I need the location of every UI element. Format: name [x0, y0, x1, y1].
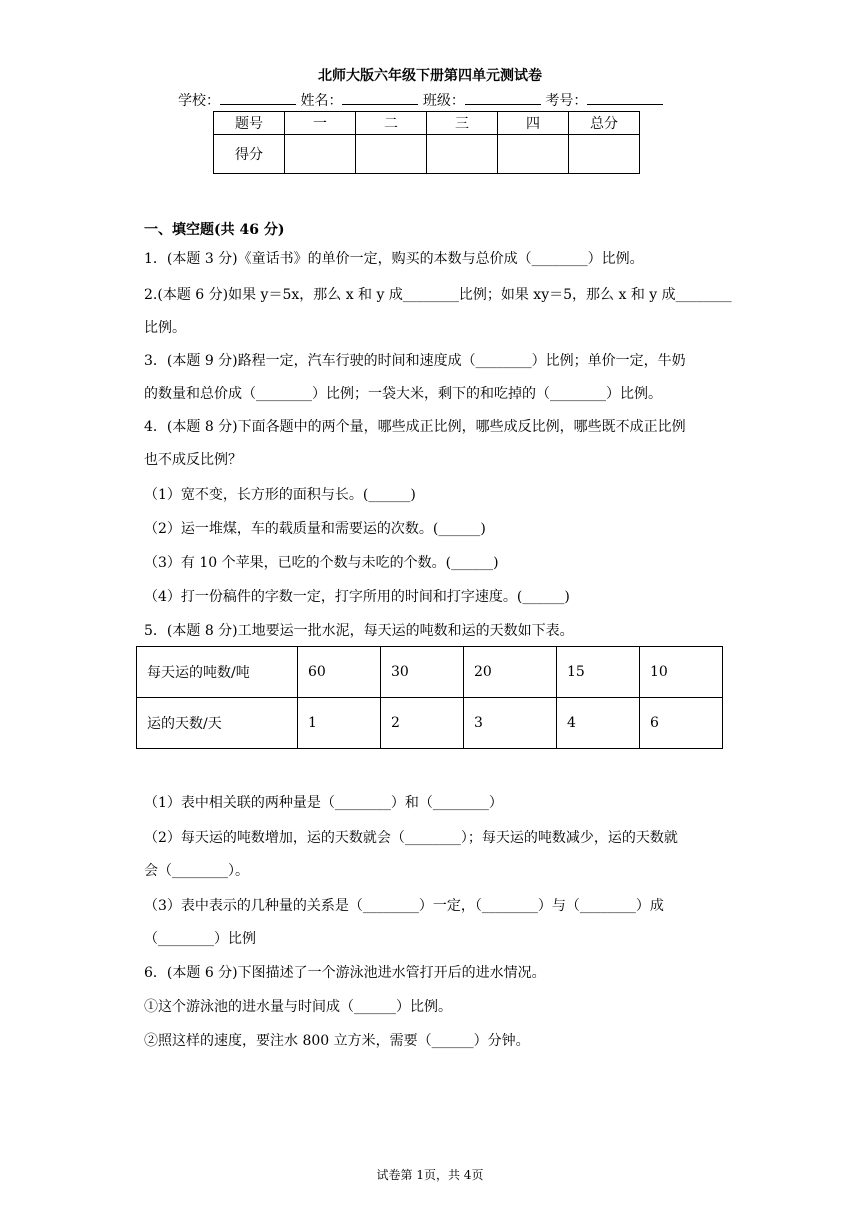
score-header: 四 — [498, 112, 569, 135]
score-table — [213, 111, 640, 174]
score-header: 题号 — [214, 112, 285, 135]
table-cell: 30 — [381, 647, 464, 698]
score-header: 三 — [427, 112, 498, 135]
table-cell: 3 — [464, 698, 557, 749]
question-line: （________）比例 — [144, 931, 256, 947]
question-line: 2.(本题 6 分)如果 y＝5x，那么 x 和 y 成________比例；如果 xy＝5，那么 x 和 y 成________ — [144, 287, 732, 303]
table-cell: 运的天数/天 — [137, 698, 298, 749]
number-label: 考号： — [545, 93, 588, 109]
name-blank[interactable] — [342, 90, 418, 105]
class-blank[interactable] — [465, 90, 541, 105]
page-title: 北师大版六年级下册第四单元测试卷 — [318, 68, 542, 84]
section-heading: 一、填空题(共 46 分) — [144, 222, 285, 238]
data-table — [136, 646, 723, 749]
question-line: （1）表中相关联的两种量是（________）和（________） — [144, 795, 503, 811]
score-row-label: 得分 — [214, 135, 285, 174]
score-cell[interactable] — [285, 135, 356, 174]
class-label: 班级： — [422, 93, 465, 109]
question-line: ①这个游泳池的进水量与时间成（______）比例。 — [144, 999, 452, 1015]
question-line: 5．(本题 8 分)工地要运一批水泥，每天运的吨数和运的天数如下表。 — [144, 623, 574, 639]
question-line: 也不成反比例？ — [144, 452, 242, 468]
name-label: 姓名： — [300, 93, 343, 109]
question-line: 3．(本题 9 分)路程一定，汽车行驶的时间和速度成（________）比例；单价一定，牛奶 — [144, 353, 686, 369]
question-line: （3）表中表示的几种量的关系是（________）一定，（________）与（________）成 — [144, 898, 664, 914]
student-info — [178, 90, 663, 110]
question-line: ②照这样的速度，要注水 800 立方米，需要（______）分钟。 — [144, 1033, 530, 1049]
question-line: （2）每天运的吨数增加，运的天数就会（________）；每天运的吨数减少，运的天数就 — [144, 830, 678, 846]
question-line: （3）有 10 个苹果，已吃的个数与未吃的个数。(______) — [144, 555, 499, 571]
table-cell: 4 — [557, 698, 640, 749]
score-header: 总分 — [569, 112, 640, 135]
question-line: 的数量和总价成（________）比例；一袋大米，剩下的和吃掉的（________）比例。 — [144, 386, 662, 402]
question-line: （4）打一份稿件的字数一定，打字所用的时间和打字速度。(______) — [144, 589, 570, 605]
question-line: （2）运一堆煤，车的载质量和需要运的次数。(______) — [144, 521, 486, 537]
table-cell: 20 — [464, 647, 557, 698]
score-cell[interactable] — [569, 135, 640, 174]
score-cell[interactable] — [427, 135, 498, 174]
question-line: 1．(本题 3 分)《童话书》的单价一定，购买的本数与总价成（________）比例。 — [144, 251, 644, 267]
question-line: （1）宽不变，长方形的面积与长。(______) — [144, 487, 416, 503]
table-cell: 6 — [640, 698, 723, 749]
table-cell: 60 — [298, 647, 381, 698]
number-blank[interactable] — [587, 90, 663, 105]
table-cell: 2 — [381, 698, 464, 749]
page-footer: 试卷第 1页，共 4页 — [376, 1168, 484, 1182]
score-cell[interactable] — [356, 135, 427, 174]
question-line: 会（________）。 — [144, 863, 249, 879]
table-cell: 1 — [298, 698, 381, 749]
school-label: 学校： — [178, 93, 220, 109]
question-line: 比例。 — [144, 320, 186, 336]
table-cell: 每天运的吨数/吨 — [137, 647, 298, 698]
table-cell: 15 — [557, 647, 640, 698]
table-row — [137, 698, 723, 749]
question-line: 4．(本题 8 分)下面各题中的两个量，哪些成正比例，哪些成反比例，哪些既不成正比例 — [144, 419, 686, 435]
score-header: 一 — [285, 112, 356, 135]
score-header: 二 — [356, 112, 427, 135]
table-cell: 10 — [640, 647, 723, 698]
question-line: 6．(本题 6 分)下图描述了一个游泳池进水管打开后的进水情况。 — [144, 965, 546, 981]
table-row — [137, 647, 723, 698]
score-cell[interactable] — [498, 135, 569, 174]
school-blank[interactable] — [220, 90, 296, 105]
